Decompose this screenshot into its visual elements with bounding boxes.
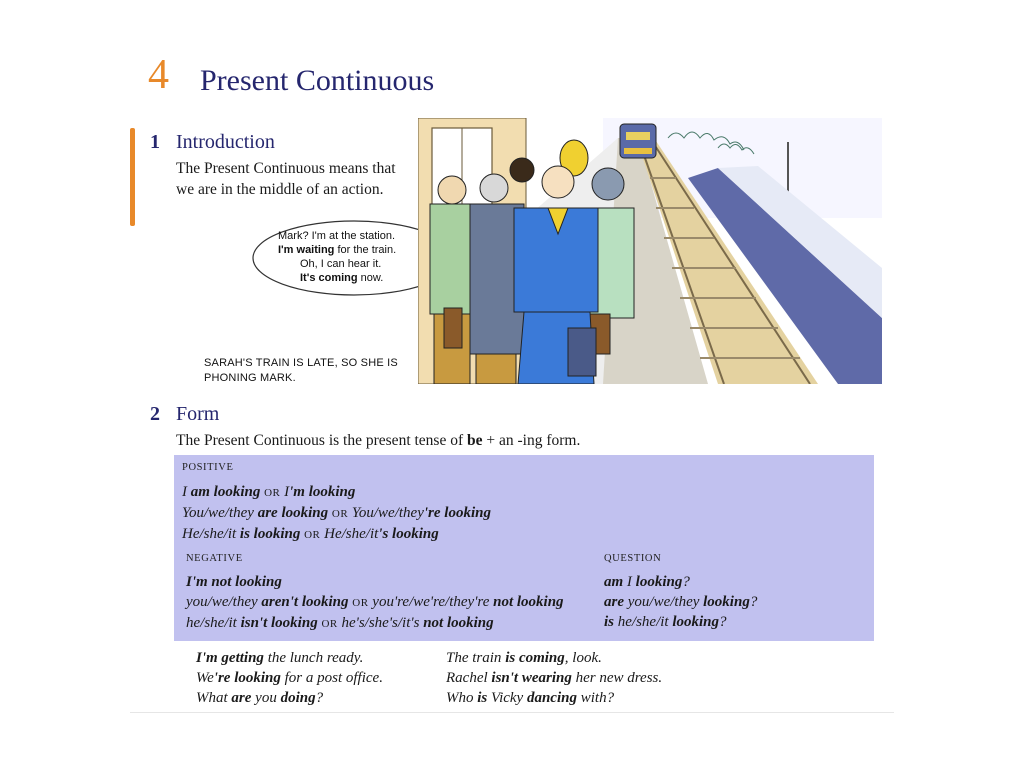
positive-row: I am looking OR I'm looking [182, 484, 356, 500]
chapter-title: Present Continuous [200, 64, 435, 97]
section-1-text-line2: we are in the middle of an action. [176, 181, 384, 198]
page-bottom-rule [130, 712, 894, 713]
examples-right [446, 648, 662, 708]
positive-row: He/she/it is looking OR He/she/it's looking [182, 526, 439, 542]
example-sentence: The train is coming, look. [446, 650, 602, 666]
section-accent-bar [130, 128, 135, 226]
negative-label: NEGATIVE [186, 553, 243, 564]
section-2-intro: The Present Continuous is the present tense of be + an -ing form. [176, 432, 581, 449]
section-1-title: Introduction [176, 131, 275, 153]
speech-line-1: Mark? I'm at the station. [278, 230, 396, 242]
positive-row: You/we/they are looking OR You/we/they're looking [182, 505, 491, 521]
positive-label: POSITIVE [182, 462, 234, 473]
section-1-text-line1: The Present Continuous means that [176, 160, 396, 177]
negative-row: he/she/it isn't looking OR he's/she's/it's not looking [186, 615, 494, 631]
example-sentence: Rachel isn't wearing her new dress. [446, 670, 663, 686]
example-sentence: What are you doing? [196, 690, 324, 706]
example-sentence: I'm getting the lunch ready. [196, 650, 364, 666]
section-1-text [176, 158, 396, 200]
positive-block [182, 482, 491, 545]
question-row: are you/we/they looking? [604, 594, 758, 610]
question-label: QUESTION [604, 553, 662, 564]
section-2-number: 2 [150, 403, 160, 425]
speech-line-3: Oh, I can hear it. [300, 258, 382, 270]
speech-line-2: I'm waiting for the train. [278, 244, 397, 256]
negative-block [186, 572, 564, 634]
caption-line-2: PHONING MARK. [204, 372, 296, 384]
example-sentence: We're looking for a post office. [196, 670, 383, 686]
station-illustration [418, 118, 882, 384]
negative-row: you/we/they aren't looking OR you're/we're/they're not looking [186, 594, 564, 610]
question-row: is he/she/it looking? [604, 614, 727, 630]
caption-line-1: SARAH'S TRAIN IS LATE, SO SHE IS [204, 357, 398, 369]
section-1-number: 1 [150, 131, 160, 153]
speech-text [278, 229, 396, 285]
question-block [604, 572, 757, 632]
examples-left [196, 648, 383, 708]
example-sentence: Who is Vicky dancing with? [446, 690, 615, 706]
chapter-number: 4 [148, 52, 169, 98]
illustration-caption [204, 356, 398, 386]
section-2-title: Form [176, 403, 220, 425]
speech-line-4: It's coming now. [300, 272, 384, 284]
negative-row: I'm not looking [186, 574, 282, 590]
question-row: am I looking? [604, 574, 690, 590]
train-icon [620, 124, 656, 158]
